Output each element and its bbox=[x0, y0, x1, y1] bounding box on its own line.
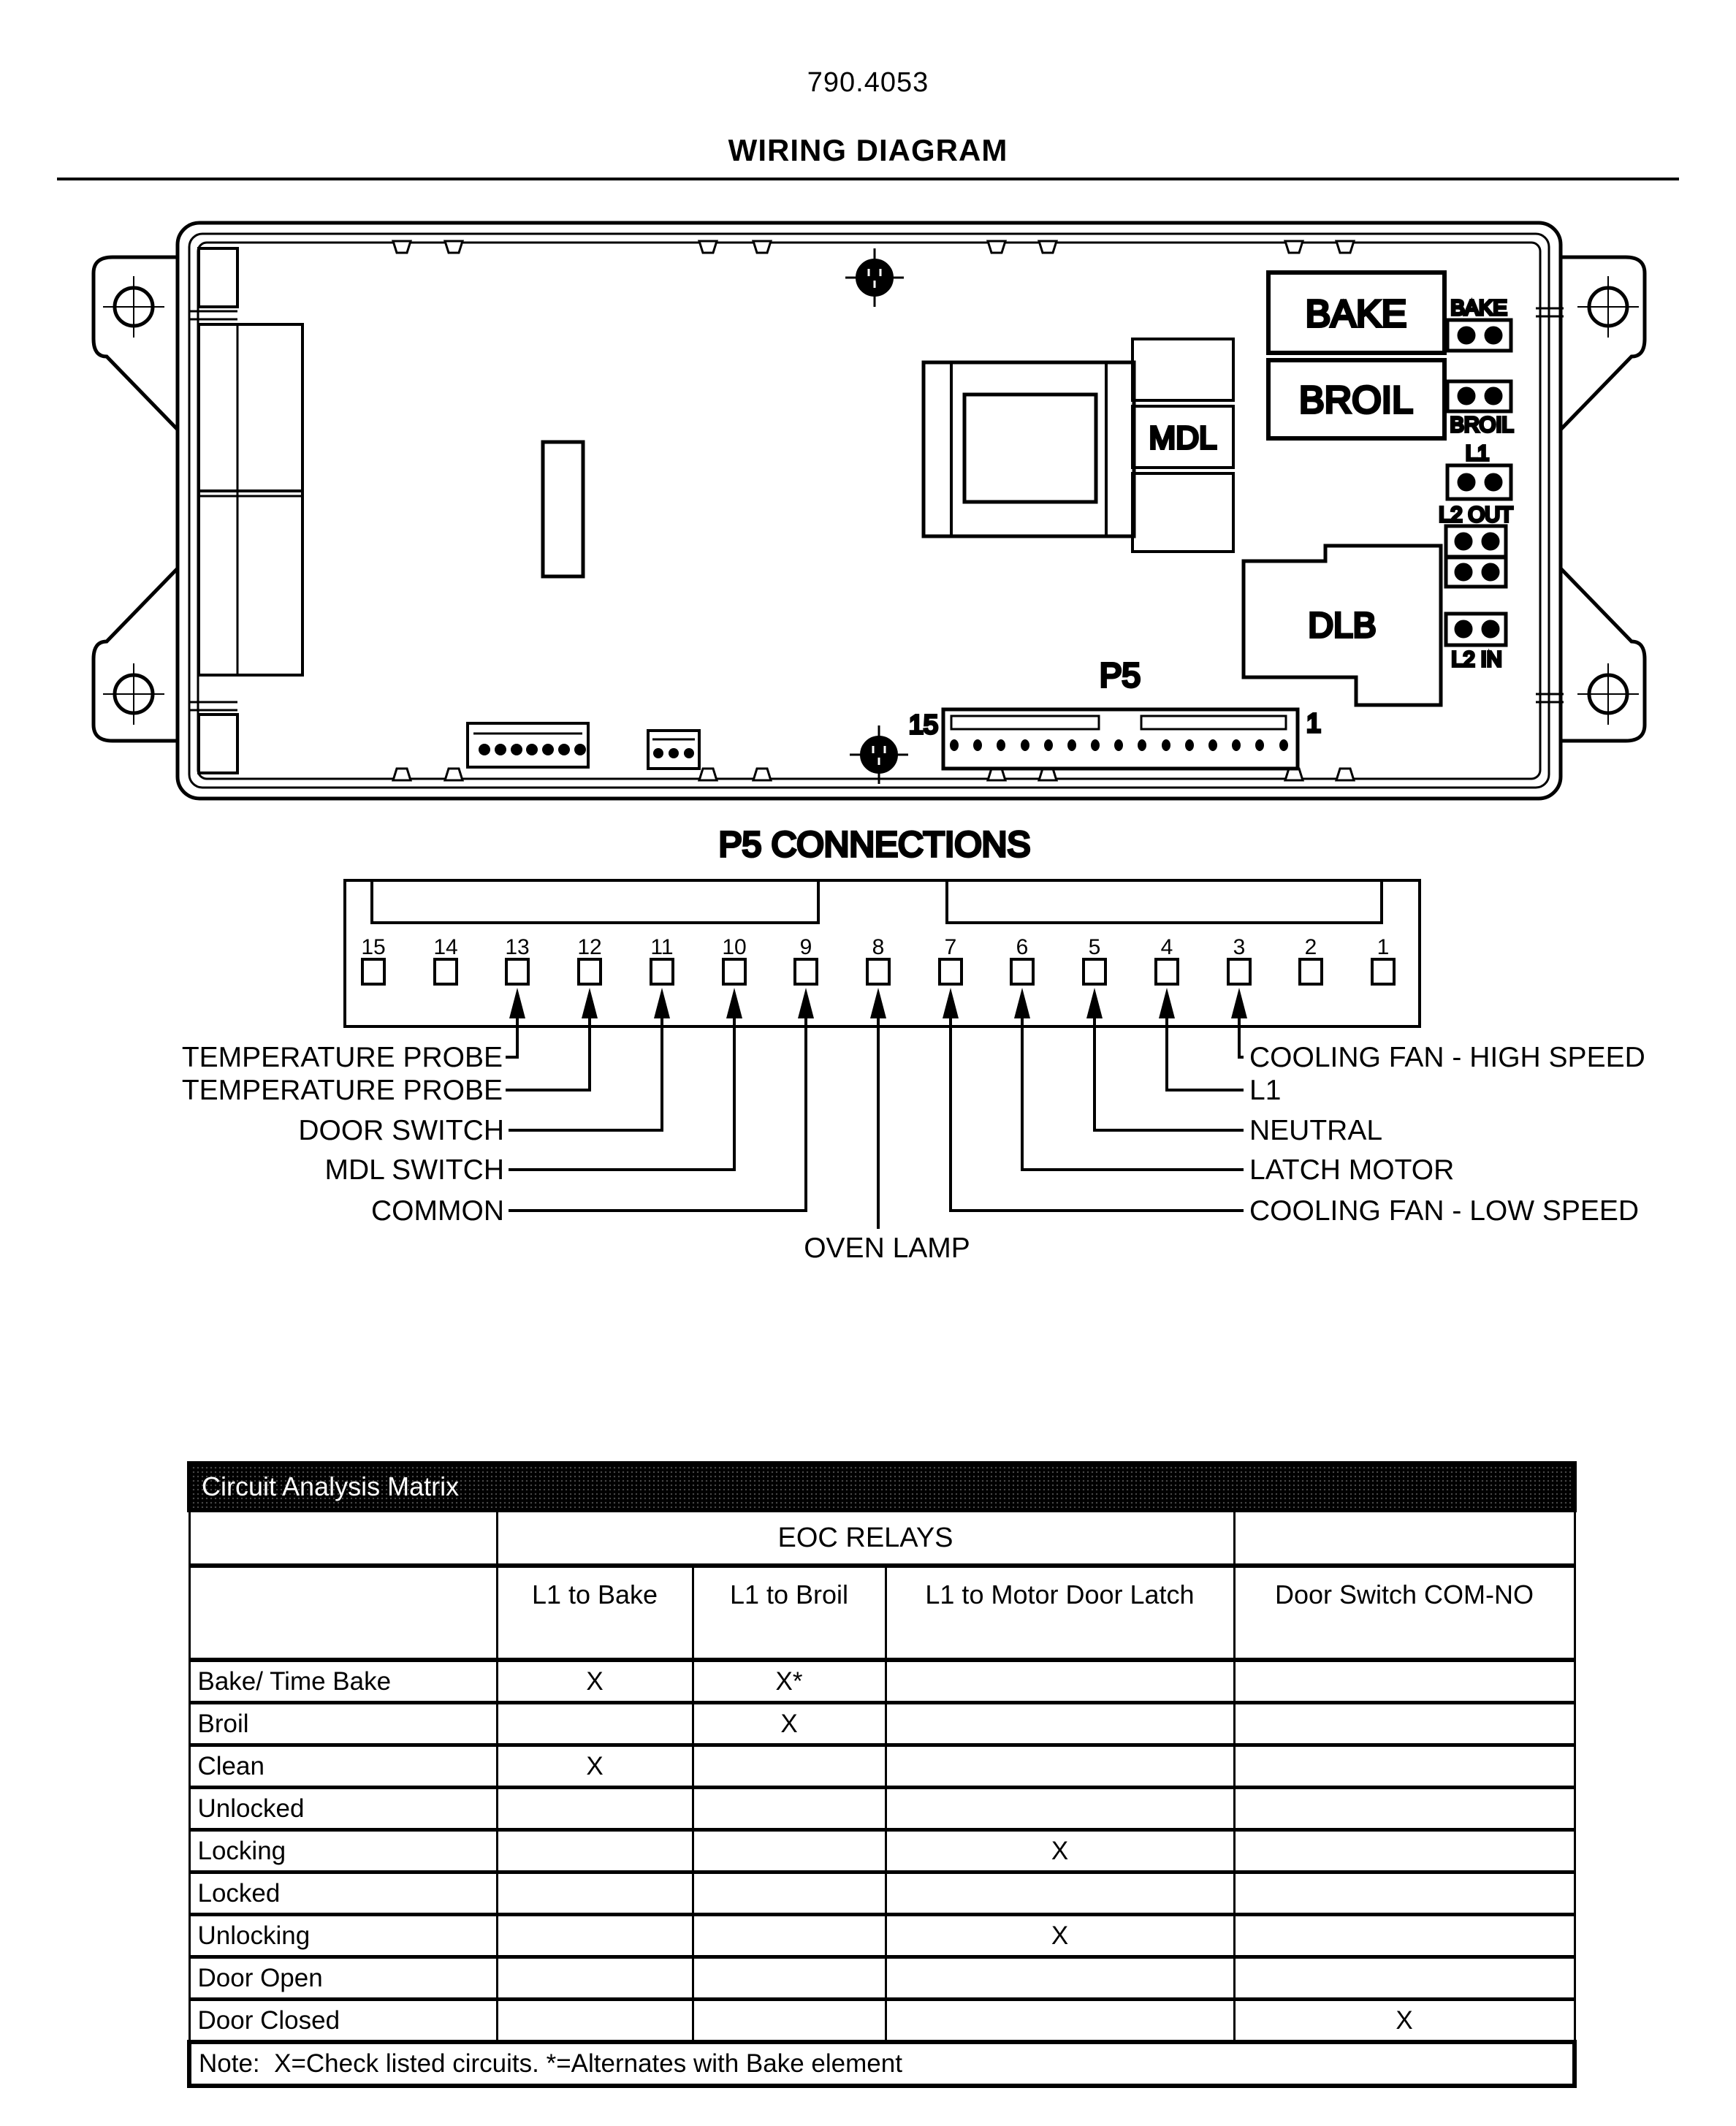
row-label: Unlocking bbox=[189, 1915, 497, 1957]
p5-connections-title: P5 CONNECTIONS bbox=[718, 826, 1031, 864]
pin7-label: COOLING FAN - LOW SPEED bbox=[1249, 1195, 1640, 1227]
pin6-label: LATCH MOTOR bbox=[1249, 1154, 1455, 1186]
row-label: Door Open bbox=[189, 1957, 497, 2000]
table-row bbox=[189, 1703, 1575, 1745]
p5-pin1-label: 1 bbox=[1306, 708, 1322, 738]
matrix-cell bbox=[1234, 1745, 1575, 1788]
pin11-label: DOOR SWITCH bbox=[298, 1115, 504, 1146]
matrix-col-header: L1 to Broil bbox=[693, 1566, 886, 1660]
matrix-cell bbox=[886, 1788, 1234, 1830]
connector-7pin bbox=[468, 723, 588, 767]
pin3-label: COOLING FAN - HIGH SPEED bbox=[1249, 1042, 1645, 1073]
matrix-cell bbox=[886, 1660, 1234, 1703]
matrix-cell bbox=[886, 1745, 1234, 1788]
row-label: Locked bbox=[189, 1872, 497, 1915]
matrix-col-header: Door Switch COM-NO bbox=[1234, 1566, 1575, 1660]
svg-text:10: 10 bbox=[722, 935, 747, 959]
matrix-cell bbox=[886, 1872, 1234, 1915]
p5-pin-arrows bbox=[509, 988, 1247, 1018]
table-row bbox=[189, 1660, 1575, 1703]
pin12-label: TEMPERATURE PROBE bbox=[181, 1075, 503, 1106]
l1-connector-label: L1 bbox=[1465, 442, 1490, 465]
matrix-cell bbox=[497, 1872, 693, 1915]
row-label: Unlocked bbox=[189, 1788, 497, 1830]
broil-connector bbox=[1447, 381, 1511, 411]
svg-text:15: 15 bbox=[361, 935, 386, 959]
matrix-note: Note: X=Check listed circuits. *=Alternates with Bake element bbox=[189, 2042, 1575, 2086]
matrix-cell bbox=[1234, 1915, 1575, 1957]
mounting-hole-icon bbox=[103, 276, 1639, 725]
bake-relay-label: BAKE bbox=[1305, 293, 1407, 335]
svg-text:2: 2 bbox=[1304, 935, 1317, 959]
matrix-cell bbox=[1234, 1788, 1575, 1830]
matrix-cell bbox=[693, 1788, 886, 1830]
mounting-bracket-left bbox=[94, 257, 178, 741]
svg-text:14: 14 bbox=[433, 935, 458, 959]
p5-leader-lines bbox=[506, 1017, 1244, 1229]
pin8-label: OVEN LAMP bbox=[804, 1232, 970, 1264]
table-row bbox=[189, 1957, 1575, 2000]
matrix-cell bbox=[886, 2000, 1234, 2043]
pin4-label: L1 bbox=[1249, 1075, 1282, 1106]
matrix-cell bbox=[497, 1703, 693, 1745]
matrix-cell: X bbox=[886, 1830, 1234, 1872]
doc-number: 790.4053 bbox=[807, 67, 929, 98]
svg-text:5: 5 bbox=[1088, 935, 1101, 959]
matrix-cell bbox=[497, 1830, 693, 1872]
broil-relay-label: BROIL bbox=[1298, 379, 1414, 422]
matrix-cell bbox=[1234, 1830, 1575, 1872]
matrix-blank-cell bbox=[189, 1510, 497, 1566]
connector-3pin bbox=[648, 731, 699, 769]
mounting-bracket-right bbox=[1561, 257, 1645, 741]
svg-text:1: 1 bbox=[1377, 935, 1390, 959]
l1-connector bbox=[1447, 465, 1511, 499]
matrix-cell: X bbox=[1234, 2000, 1575, 2043]
p5-pin-squares bbox=[362, 959, 1394, 984]
table-row bbox=[189, 1745, 1575, 1788]
matrix-cell bbox=[1234, 1660, 1575, 1703]
matrix-col-header: L1 to Bake bbox=[497, 1566, 693, 1660]
p5-pin-numbers bbox=[361, 935, 1389, 959]
broil-connector-label: BROIL bbox=[1450, 414, 1514, 437]
edge-notch-ticks bbox=[189, 308, 1564, 710]
matrix-cell bbox=[497, 1788, 693, 1830]
p5-left-labels bbox=[182, 1042, 504, 1227]
p5-board-connector bbox=[943, 709, 1298, 769]
matrix-cell: X bbox=[497, 1660, 693, 1703]
row-label: Door Closed bbox=[189, 2000, 497, 2043]
l2-out-connector-label: L2 OUT bbox=[1439, 503, 1513, 527]
matrix-cell bbox=[693, 1745, 886, 1788]
row-label: Clean bbox=[189, 1745, 497, 1788]
board-edge-tabs bbox=[393, 241, 1354, 780]
relay-component bbox=[543, 442, 583, 576]
svg-text:9: 9 bbox=[799, 935, 812, 959]
matrix-blank-cell bbox=[1234, 1510, 1575, 1566]
bake-connector bbox=[1447, 320, 1511, 351]
svg-text:11: 11 bbox=[650, 935, 674, 959]
matrix-cell bbox=[497, 2000, 693, 2043]
svg-text:6: 6 bbox=[1016, 935, 1029, 959]
l2-in-connector bbox=[1446, 614, 1506, 645]
matrix-cell bbox=[693, 1830, 886, 1872]
pin13-label: TEMPERATURE PROBE bbox=[181, 1042, 503, 1073]
p5-board-label: P5 bbox=[1099, 656, 1141, 694]
svg-text:12: 12 bbox=[577, 935, 602, 959]
table-row bbox=[189, 1872, 1575, 1915]
svg-text:7: 7 bbox=[944, 935, 957, 959]
transformer-block bbox=[924, 362, 1134, 536]
mdl-label: MDL bbox=[1149, 420, 1217, 456]
screw-crosshair-icon bbox=[845, 248, 908, 784]
table-row bbox=[189, 2000, 1575, 2043]
matrix-cell bbox=[693, 1872, 886, 1915]
pin5-label: NEUTRAL bbox=[1249, 1115, 1383, 1146]
table-row bbox=[189, 1788, 1575, 1830]
circuit-analysis-matrix bbox=[187, 1461, 1577, 2088]
matrix-cell bbox=[497, 1957, 693, 2000]
matrix-cell bbox=[1234, 1957, 1575, 2000]
l2-in-connector-label: L2 IN bbox=[1451, 648, 1502, 671]
matrix-col-header: L1 to Motor Door Latch bbox=[886, 1566, 1234, 1660]
svg-text:4: 4 bbox=[1160, 935, 1173, 959]
row-label: Broil bbox=[189, 1703, 497, 1745]
matrix-title: Circuit Analysis Matrix bbox=[189, 1463, 1575, 1510]
matrix-cell bbox=[693, 1915, 886, 1957]
bake-connector-label: BAKE bbox=[1450, 297, 1507, 320]
l2-out-connector bbox=[1446, 526, 1506, 587]
matrix-cell bbox=[693, 1957, 886, 2000]
matrix-cell bbox=[886, 1703, 1234, 1745]
table-row bbox=[189, 1915, 1575, 1957]
matrix-cell bbox=[1234, 1872, 1575, 1915]
page-title: WIRING DIAGRAM bbox=[728, 133, 1008, 167]
matrix-cell: X bbox=[497, 1745, 693, 1788]
pin9-label: COMMON bbox=[371, 1195, 504, 1227]
matrix-cell: X bbox=[886, 1915, 1234, 1957]
svg-text:8: 8 bbox=[872, 935, 885, 959]
left-component-plate bbox=[199, 248, 302, 773]
svg-text:3: 3 bbox=[1233, 935, 1246, 959]
matrix-cell bbox=[1234, 1703, 1575, 1745]
row-label: Bake/ Time Bake bbox=[189, 1660, 497, 1703]
matrix-col-header bbox=[189, 1566, 497, 1660]
matrix-group-header: EOC RELAYS bbox=[497, 1510, 1234, 1566]
table-row bbox=[189, 1830, 1575, 1872]
matrix-cell bbox=[497, 1915, 693, 1957]
matrix-cell: X* bbox=[693, 1660, 886, 1703]
row-label: Locking bbox=[189, 1830, 497, 1872]
p5-pin15-label: 15 bbox=[908, 709, 938, 739]
pin10-label: MDL SWITCH bbox=[324, 1154, 504, 1186]
p5-right-labels bbox=[1249, 1042, 1645, 1227]
matrix-cell bbox=[693, 2000, 886, 2043]
svg-text:13: 13 bbox=[505, 935, 530, 959]
dlb-relay-label: DLB bbox=[1308, 606, 1377, 645]
matrix-cell bbox=[886, 1957, 1234, 2000]
matrix-cell: X bbox=[693, 1703, 886, 1745]
